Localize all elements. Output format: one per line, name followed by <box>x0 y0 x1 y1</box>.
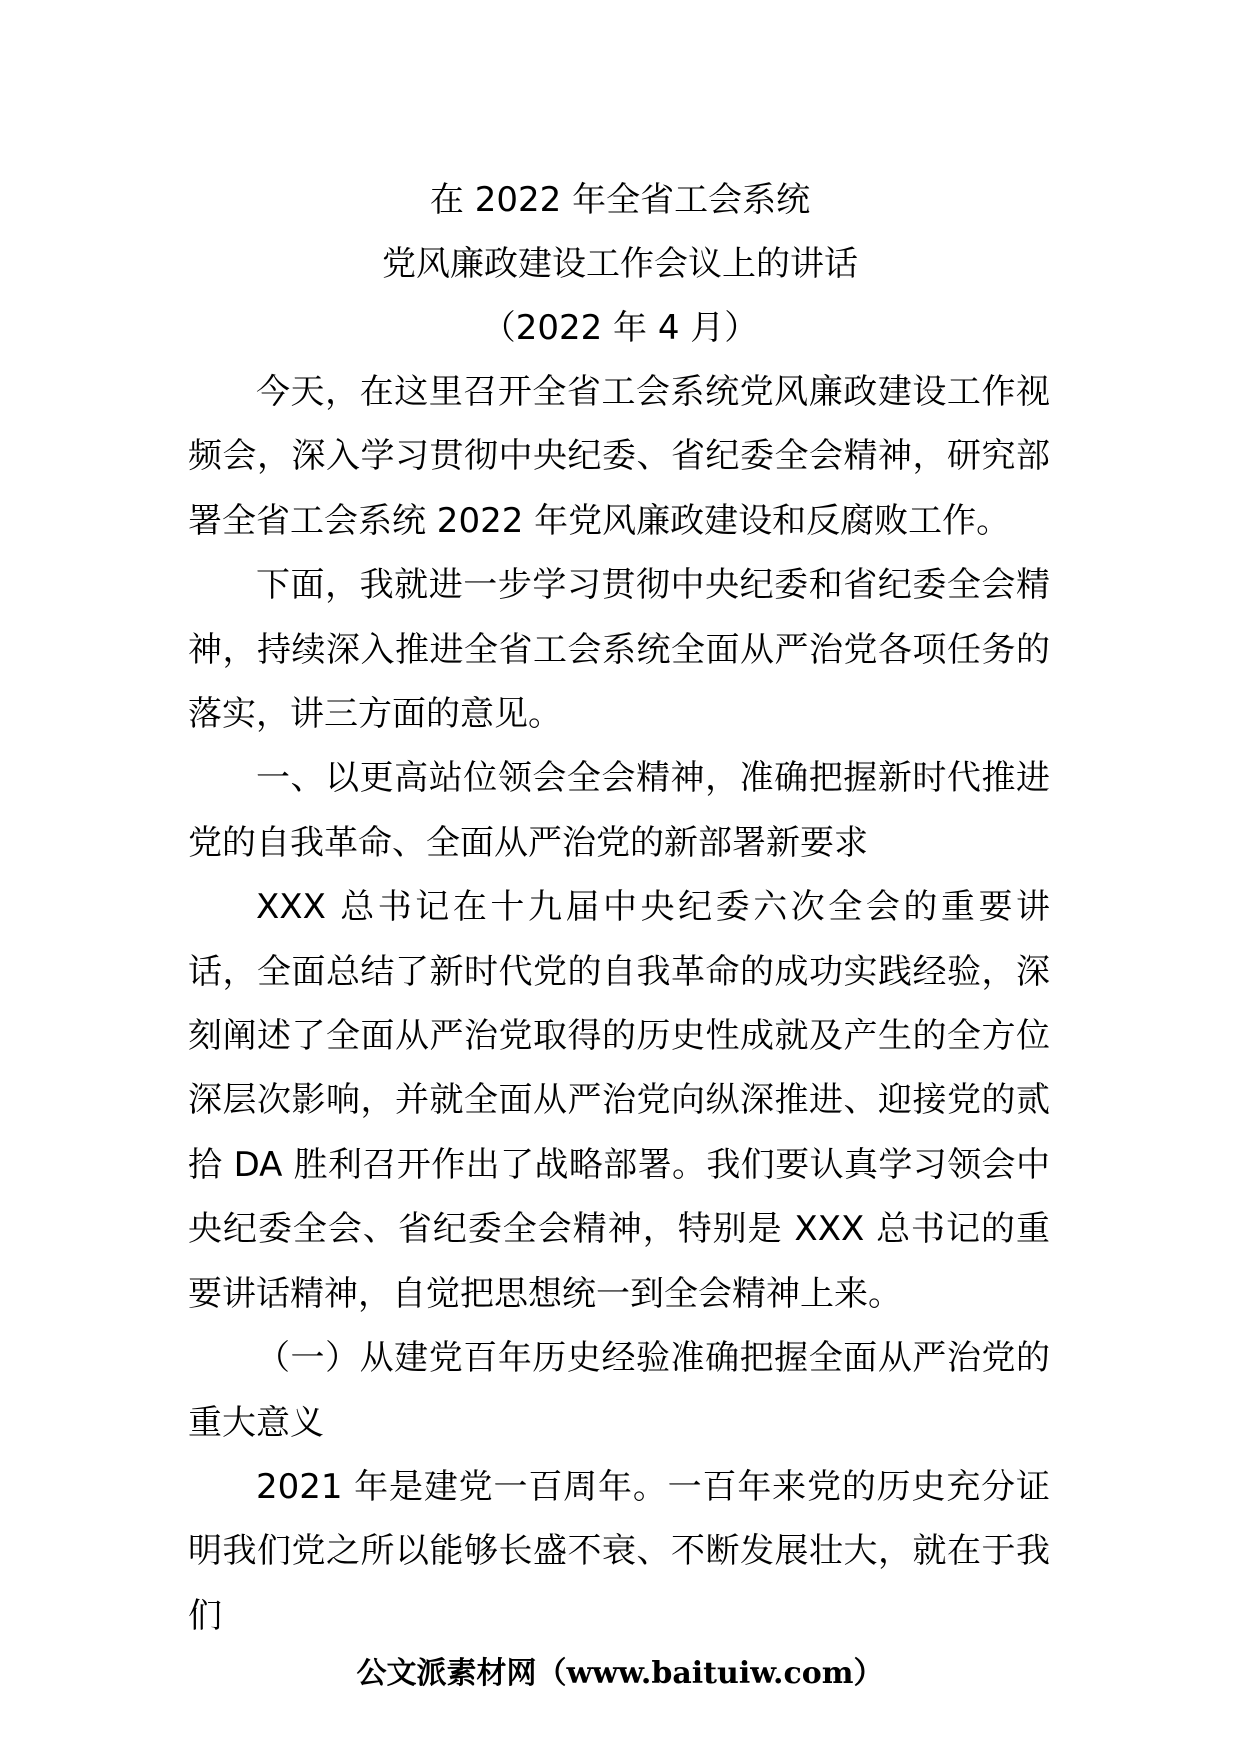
document-title <box>0 168 1240 360</box>
document-body <box>188 360 1050 1648</box>
paragraph-outline: 下面，我就进一步学习贯彻中央纪委和省纪委全会精神，持续深入推进全省工会系统全面从严治党各项任务的落实，讲三方面的意见。 <box>188 565 1050 735</box>
paragraph-section-1: XXX 总书记在十九届中央纪委六次全会的重要讲话，全面总结了新时代党的自我革命的成功实践经验，深刻阐述了全面从严治党取得的历史性成就及产生的全方位深层次影响，并就全面从严治党向纵深推进、迎接党的贰拾 DA 胜利召开作出了战略部署。我们要认真学习领会中央纪委全会、省纪委全会精神，特别是 XXX 总书记的重要讲话精神，自觉把思想统一到全会精神上来。 <box>188 887 1050 1314</box>
section-heading-1: 一、以更高站位领会全会精神，准确把握新时代推进党的自我革命、全面从严治党的新部署新要求 <box>188 758 1050 863</box>
paragraph-intro: 今天，在这里召开全省工会系统党风廉政建设工作视频会，深入学习贯彻中央纪委、省纪委全会精神，研究部署全省工会系统 2022 年党风廉政建设和反腐败工作。 <box>188 372 1050 541</box>
subsection-heading-1: （一）从建党百年历史经验准确把握全面从严治党的重大意义 <box>188 1338 1050 1443</box>
footer-watermark: 公文派素材网（www.baituiw.com） <box>356 1656 884 1691</box>
title-line-1: 在 2022 年全省工会系统 <box>429 180 811 220</box>
paragraph-subsection-1: 2021 年是建党一百周年。一百年来党的历史充分证明我们党之所以能够长盛不衰、不断发展壮大，就在于我们 <box>188 1466 1050 1636</box>
title-date: （2022 年 4 月） <box>481 308 759 348</box>
title-line-2: 党风廉政建设工作会议上的讲话 <box>382 244 858 284</box>
